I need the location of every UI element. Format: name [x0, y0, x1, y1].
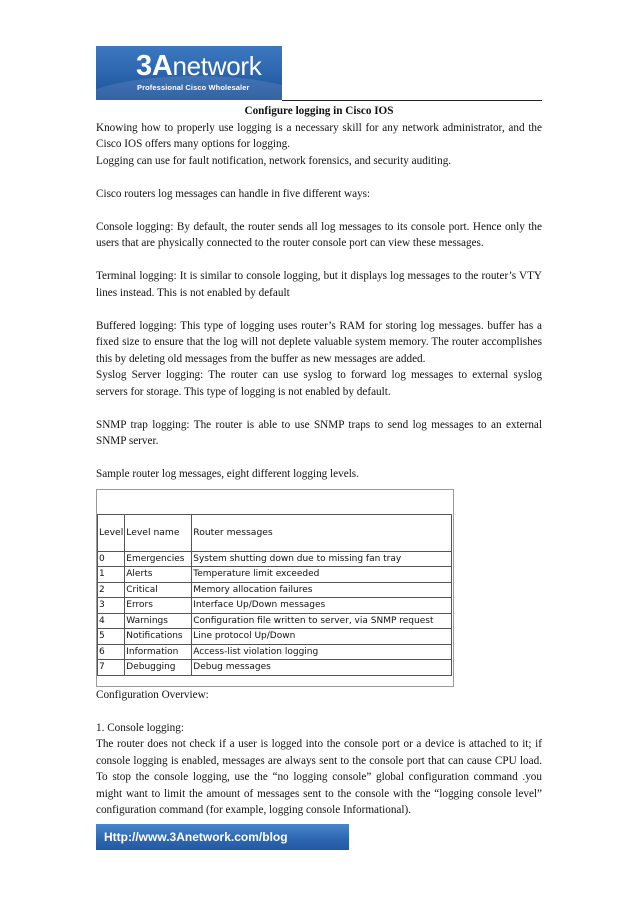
level-name-cell: Alerts	[125, 567, 192, 583]
table-row	[98, 613, 452, 629]
table-row	[98, 644, 452, 660]
sample-paragraph: Sample router log messages, eight different logging levels.	[96, 468, 359, 480]
console-logging-heading: 1. Console logging:	[96, 721, 184, 734]
level-cell: 6	[98, 644, 125, 660]
level-name-cell: Critical	[125, 582, 192, 598]
document-body	[96, 103, 542, 819]
level-name-cell: Warnings	[125, 613, 192, 629]
table-row	[98, 598, 452, 614]
ways-paragraph: Cisco routers log messages can handle in five different ways:	[96, 187, 371, 200]
table-header-row	[98, 514, 452, 551]
level-cell: 2	[98, 582, 125, 598]
column-header-router-messages: Router messages	[192, 514, 452, 551]
table-row	[98, 629, 452, 645]
router-message-cell: Temperature limit exceeded	[192, 567, 452, 583]
column-header-level-name: Level name	[125, 514, 192, 551]
column-header-level: Level	[98, 514, 125, 551]
level-name-cell: Notifications	[125, 629, 192, 645]
footer-url-banner[interactable]	[96, 824, 349, 850]
router-message-cell: Access-list violation logging	[192, 644, 452, 660]
router-message-cell: Memory allocation failures	[192, 582, 452, 598]
level-cell: 7	[98, 660, 125, 676]
router-message-cell: Interface Up/Down messages	[192, 598, 452, 614]
console-logging-paragraph: Console logging: By default, the router sends all log messages to its console port. Hence only the users that are physically connected to the router console port can view these messages.	[96, 220, 542, 249]
table-row	[98, 660, 452, 676]
level-cell: 1	[98, 567, 125, 583]
terminal-logging-paragraph: Terminal logging: It is similar to console logging, but it displays log messages to the router’s VTY lines instead. This is not enabled by default	[96, 270, 542, 299]
logging-levels-table	[97, 514, 452, 676]
table-row	[98, 582, 452, 598]
buffered-logging-paragraph: Buffered logging: This type of logging uses router’s RAM for storing log messages. buffer has a fixed size to ensure that the log will not deplete valuable system memory. The router accomplishes this by deleting old messages from the buffer as new messages are added.	[96, 319, 542, 365]
router-message-cell: Line protocol Up/Down	[192, 629, 452, 645]
router-message-cell: System shutting down due to missing fan tray	[192, 551, 452, 567]
document-title: Configure logging in Cisco IOS	[244, 105, 394, 117]
syslog-logging-paragraph: Syslog Server logging: The router can use syslog to forward log messages to external syslog servers for storage. This type of logging is not enabled by default.	[96, 369, 542, 398]
level-cell: 0	[98, 551, 125, 567]
intro-paragraph: Knowing how to properly use logging is a necessary skill for any network administrator, and the Cisco IOS offers many options for logging.	[96, 121, 542, 150]
header-rule	[282, 100, 542, 101]
configuration-overview-heading: Configuration Overview:	[96, 688, 209, 701]
intro-uses-paragraph: Logging can use for fault notification, network forensics, and security auditing.	[96, 154, 452, 167]
snmp-logging-paragraph: SNMP trap logging: The router is able to use SNMP traps to send log messages to an external SNMP server.	[96, 418, 542, 447]
level-cell: 4	[98, 613, 125, 629]
logo-tagline: Professional Cisco Wholesaler	[137, 83, 250, 92]
console-logging-detail-paragraph: The router does not check if a user is logged into the console port or a device is attached to it; if console logging is enabled, messages are always sent to the console port that can cause CPU load. To stop the console logging, use the “no logging console” global configuration command .you might want to limit the amount of messages sent to the console with the “logging console level” configuration command (for example, logging console Informational).	[96, 738, 542, 816]
table-row	[98, 567, 452, 583]
level-name-cell: Information	[125, 644, 192, 660]
level-name-cell: Emergencies	[125, 551, 192, 567]
level-cell: 5	[98, 629, 125, 645]
logo-brand: 3Anetwork	[136, 50, 262, 82]
level-cell: 3	[98, 598, 125, 614]
level-name-cell: Debugging	[125, 660, 192, 676]
footer-url-link[interactable]: Http://www.3Anetwork.com/blog	[104, 830, 288, 844]
level-name-cell: Errors	[125, 598, 192, 614]
logging-levels-table-frame	[96, 489, 454, 687]
router-message-cell: Debug messages	[192, 660, 452, 676]
router-message-cell: Configuration file written to server, via SNMP request	[192, 613, 452, 629]
company-logo	[96, 46, 282, 100]
table-row	[98, 551, 452, 567]
